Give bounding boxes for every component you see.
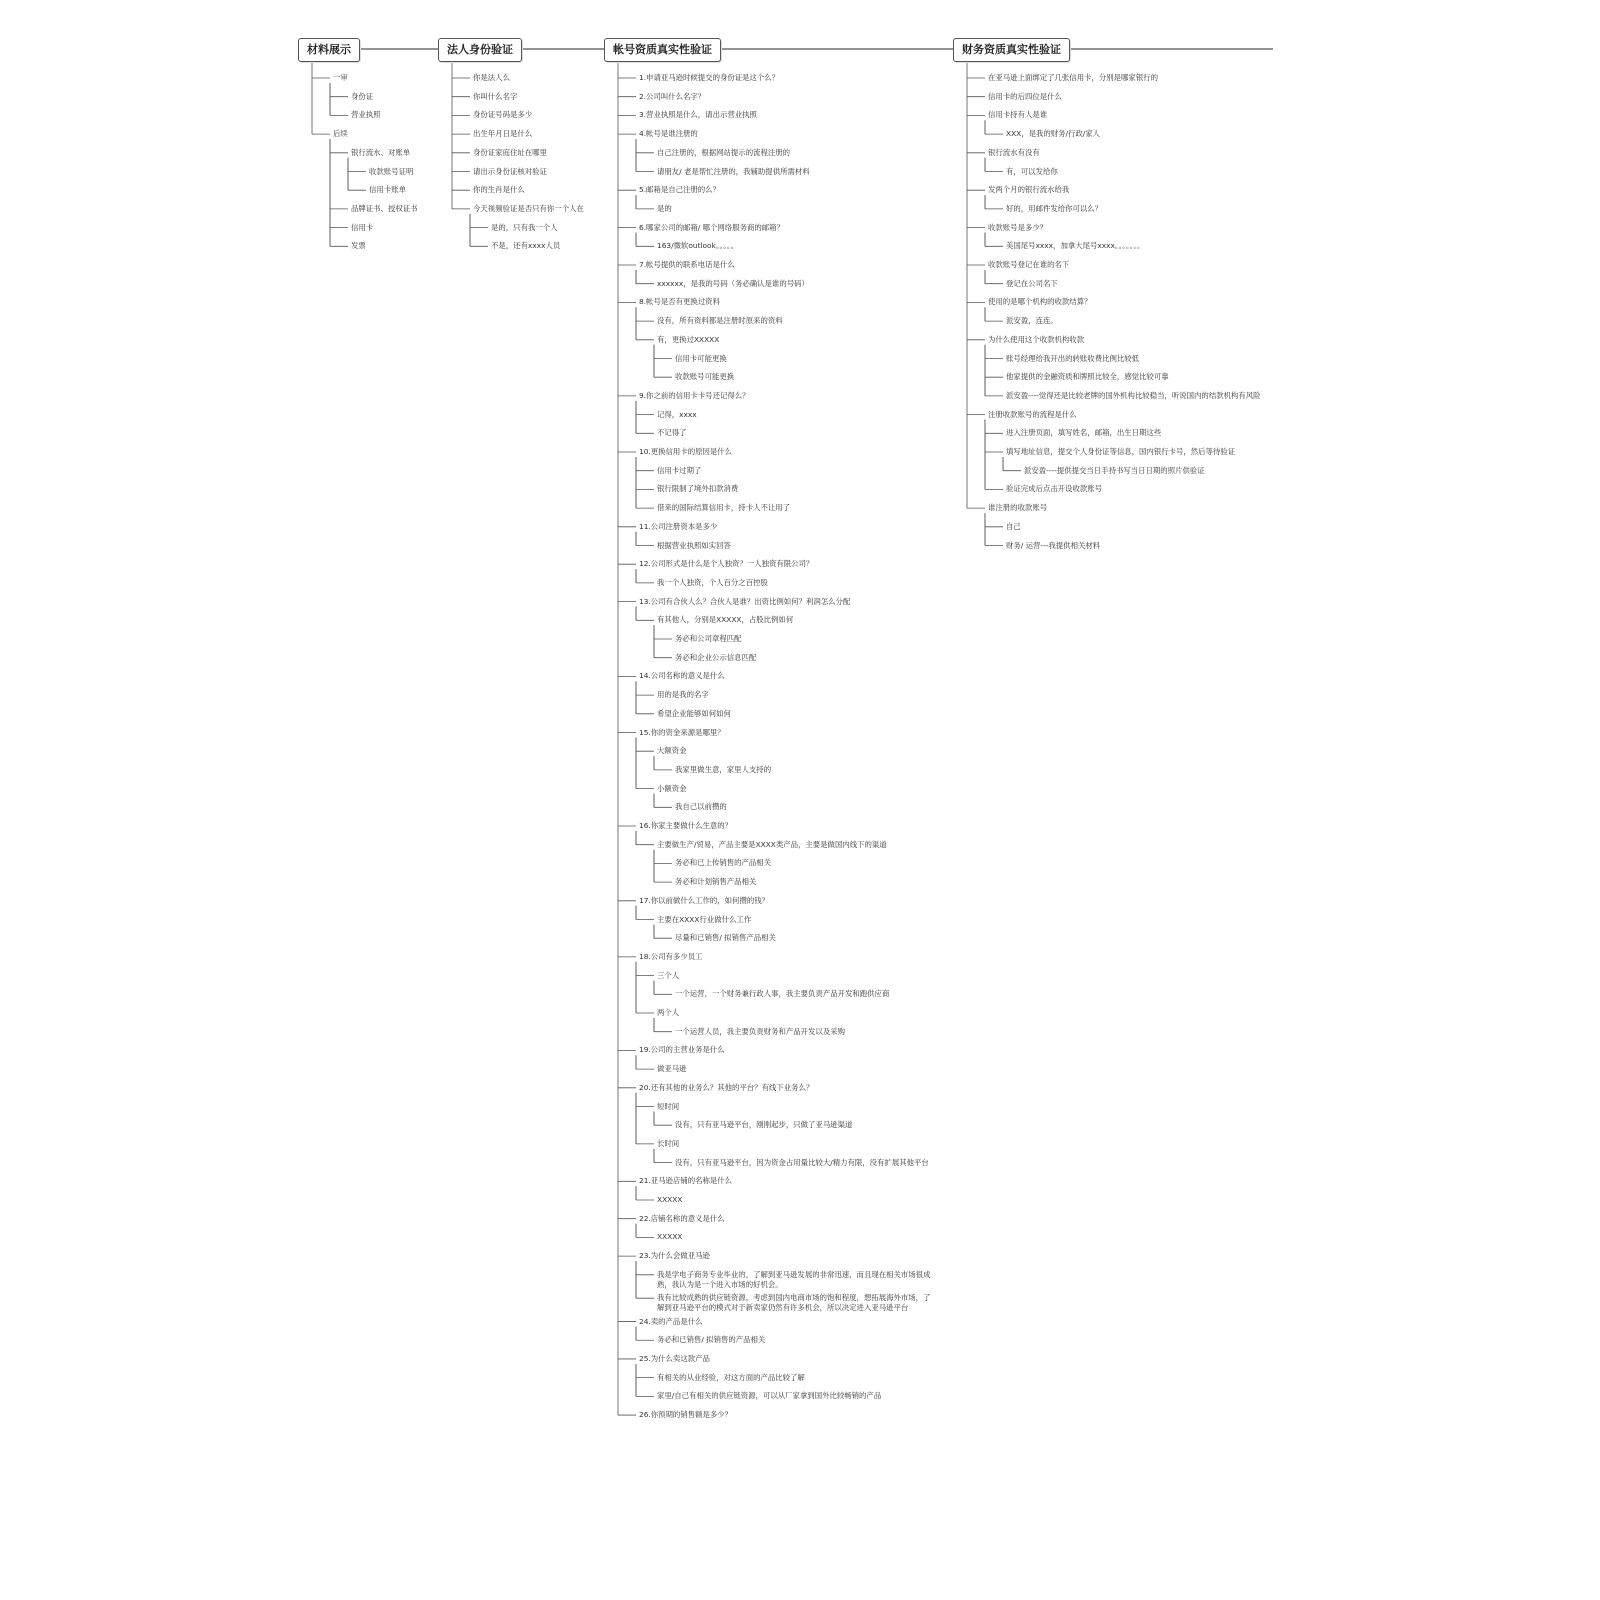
- topic-node[interactable]: 信用卡的后四位是什么: [988, 91, 1062, 101]
- topic-node[interactable]: 14.公司名称的意义是什么: [639, 671, 725, 681]
- topic-node[interactable]: 3.营业执照是什么，请出示营业执照: [639, 110, 757, 120]
- subtopic-node[interactable]: 我有比较成熟的供应链资源，考虑到国内电商市场的饱和程度，想拓展海外市场，了解到亚马逊平台的模式对于新卖家仍然有许多机会，所以决定进入亚马逊平台: [657, 1293, 931, 1313]
- subtopic-node[interactable]: 没有，所有资料都是注册时原来的资料: [657, 316, 783, 326]
- subtopic-node[interactable]: XXXXX: [657, 1195, 683, 1204]
- topic-node[interactable]: 谁注册的收款账号: [988, 503, 1048, 513]
- topic-node[interactable]: 身份证号码是多少: [473, 110, 533, 120]
- subtopic-node[interactable]: 不记得了: [657, 428, 687, 438]
- subtopic-node[interactable]: 我是学电子商务专业毕业的，了解到亚马逊发展的非常迅速，而且现在相关市场很成熟，我认为是一个进入市场的好机会。: [657, 1269, 931, 1289]
- topic-node[interactable]: 一审: [333, 73, 348, 82]
- subtopic-node[interactable]: 品牌证书、授权证书: [351, 203, 418, 213]
- subtopic-node[interactable]: 身份证: [351, 91, 374, 101]
- subtopic-node[interactable]: 是的，只有我一个人: [491, 222, 558, 232]
- topic-node[interactable]: 16.你家主要做什么生意的？: [639, 821, 733, 830]
- subtopic-node[interactable]: XXXXX: [657, 1232, 683, 1242]
- subtopic-node[interactable]: 长时间: [657, 1138, 680, 1148]
- subtopic-node[interactable]: 账号经理给我开出的转账收费比例比较低: [1006, 353, 1140, 363]
- subtopic-node[interactable]: 派安盈，连连。: [1006, 316, 1058, 326]
- topic-node[interactable]: 使用的是哪个机构的收款结算？: [988, 297, 1092, 307]
- subtopic-node[interactable]: 银行限制了境外扣款消费: [657, 484, 739, 494]
- topic-node[interactable]: 你是法人么: [473, 73, 510, 82]
- topic-node[interactable]: 1.申请亚马逊时候提交的身份证是这个么？: [639, 73, 780, 82]
- topic-node[interactable]: 26.你预期的销售额是多少？: [639, 1410, 733, 1420]
- subtopic-node[interactable]: 一个运营，一个财务兼行政人事，我主要负责产品开发和跑供应商: [675, 989, 890, 999]
- subtopic-node[interactable]: 派安盈----觉得还是比较老牌的国外机构比较稳当，听说国内的结款机构有风险: [1006, 390, 1261, 400]
- subtopic-node[interactable]: 登记在公司名下: [1006, 278, 1058, 288]
- subtopic-node[interactable]: 家里/自己有相关的供应链资源，可以从厂家拿到国外比较畅销的产品: [657, 1391, 882, 1401]
- topic-node[interactable]: 出生年月日是什么: [473, 129, 533, 139]
- topic-node[interactable]: 银行流水有没有: [988, 147, 1040, 157]
- subtopic-node[interactable]: 派安盈----提供提交当日手持书写当日日期的照片供验证: [1024, 465, 1205, 475]
- topic-node[interactable]: 4.帐号是谁注册的: [639, 129, 698, 139]
- subtopic-node[interactable]: 有相关的从业经验，对这方面的产品比较了解: [657, 1372, 805, 1382]
- topic-node[interactable]: 23.为什么会做亚马逊: [639, 1251, 710, 1261]
- subtopic-node[interactable]: 根据营业执照如实回答: [657, 540, 731, 550]
- subtopic-node[interactable]: 信用卡过期了: [657, 465, 702, 475]
- topic-node[interactable]: 2.公司叫什么名字？: [639, 91, 706, 101]
- root-topic[interactable]: 帐号资质真实性验证: [604, 38, 721, 62]
- subtopic-node[interactable]: 用的是我的名字: [657, 690, 709, 700]
- subtopic-node[interactable]: 信用卡: [351, 222, 374, 232]
- subtopic-node[interactable]: 验证完成后点击开设收款账号: [1006, 484, 1103, 494]
- subtopic-node[interactable]: 自己: [1006, 521, 1021, 531]
- topic-node[interactable]: 24.卖的产品是什么: [639, 1316, 703, 1326]
- root-topic[interactable]: 材料展示: [298, 38, 360, 62]
- subtopic-node[interactable]: 美国尾号xxxx，加拿大尾号xxxx。。。。。。。: [1006, 241, 1145, 251]
- subtopic-node[interactable]: 有，可以发给你: [1006, 166, 1058, 176]
- subtopic-node[interactable]: 记得，xxxx: [657, 409, 697, 419]
- subtopic-node[interactable]: 两个人: [657, 1008, 680, 1017]
- subtopic-node[interactable]: 发票: [351, 241, 366, 251]
- subtopic-node[interactable]: 有，更换过XXXXX: [657, 334, 720, 344]
- topic-node[interactable]: 注册收款账号的流程是什么: [988, 409, 1077, 419]
- subtopic-node[interactable]: 务必和已上传销售的产品相关: [675, 858, 772, 868]
- subtopic-node[interactable]: 尽量和已销售/ 拟销售产品相关: [675, 933, 776, 943]
- subtopic-node[interactable]: 有其他人，分别是XXXXX，占股比例如何: [657, 615, 794, 625]
- subtopic-node[interactable]: 信用卡账单: [369, 185, 406, 195]
- subtopic-node[interactable]: 一个运营人员，我主要负责财务和产品开发以及采购: [675, 1026, 845, 1036]
- topic-node[interactable]: 22.店铺名称的意义是什么: [639, 1213, 725, 1223]
- subtopic-node[interactable]: 务必和公司章程匹配: [675, 634, 742, 643]
- subtopic-node[interactable]: 财务/ 运营---我提供相关材料: [1006, 540, 1101, 550]
- subtopic-node[interactable]: 他家提供的金融资质和牌照比较全，感觉比较可靠: [1006, 372, 1169, 382]
- topic-node[interactable]: 你的生肖是什么: [473, 185, 525, 195]
- topic-node[interactable]: 11.公司注册资本是多少: [639, 521, 718, 531]
- subtopic-node[interactable]: 短时间: [657, 1101, 680, 1111]
- topic-node[interactable]: 13.公司有合伙人么？合伙人是谁？出资比例如何？利润怎么分配: [639, 596, 851, 606]
- subtopic-node[interactable]: 三个人: [657, 970, 680, 980]
- subtopic-node[interactable]: xxxxxx，是我的号码（务必确认是谁的号码）: [657, 278, 809, 288]
- subtopic-node[interactable]: 自己注册的，根据网站提示的流程注册的: [657, 147, 791, 157]
- topic-node[interactable]: 在亚马逊上面绑定了几张信用卡，分别是哪家银行的: [988, 73, 1158, 82]
- subtopic-node[interactable]: 我自己以前攒的: [675, 802, 727, 812]
- topic-node[interactable]: 25.为什么卖这款产品: [639, 1353, 710, 1363]
- topic-node[interactable]: 收款账号是多少？: [988, 222, 1048, 232]
- root-topic[interactable]: 法人身份验证: [438, 38, 522, 62]
- topic-node[interactable]: 18.公司有多少员工: [639, 951, 703, 961]
- subtopic-node[interactable]: 做亚马逊: [657, 1064, 687, 1074]
- subtopic-node[interactable]: 不是，还有xxxx人员: [491, 241, 561, 251]
- subtopic-node[interactable]: 填写地址信息，提交个人身份证等信息，国内银行卡号，然后等待验证: [1006, 447, 1236, 456]
- subtopic-node[interactable]: 我一个人独资，个人百分之百控股: [657, 577, 768, 587]
- root-topic[interactable]: 财务资质真实性验证: [953, 38, 1070, 62]
- subtopic-node[interactable]: 我家里做生意，家里人支持的: [675, 764, 772, 774]
- subtopic-node[interactable]: 没有，只有亚马逊平台，因为资金占用量比较大/精力有限，没有扩展其他平台: [675, 1157, 929, 1167]
- topic-node[interactable]: 为什么使用这个收款机构收款: [988, 334, 1085, 344]
- subtopic-node[interactable]: 进入注册页面，填写姓名，邮箱，出生日期这些: [1006, 428, 1162, 438]
- subtopic-node[interactable]: 务必和企业公示信息匹配: [675, 652, 757, 662]
- topic-node[interactable]: 7.帐号提供的联系电话是什么: [639, 260, 735, 269]
- subtopic-node[interactable]: 收款账号证明: [369, 166, 414, 176]
- topic-node[interactable]: 19.公司的主营业务是什么: [639, 1045, 725, 1055]
- subtopic-node[interactable]: XXX，是我的财务/行政/家人: [1006, 129, 1101, 139]
- subtopic-node[interactable]: 希望企业能够如何如何: [657, 708, 731, 718]
- topic-node[interactable]: 10.更换信用卡的原因是什么: [639, 447, 733, 456]
- topic-node[interactable]: 你叫什么名字: [473, 91, 518, 101]
- topic-node[interactable]: 今天视频验证是否只有你一个人在: [473, 203, 584, 213]
- subtopic-node[interactable]: 营业执照: [351, 110, 381, 120]
- topic-node[interactable]: 12.公司形式是什么是个人独资？一人独资有限公司？: [639, 559, 814, 569]
- subtopic-node[interactable]: 主要在XXXX行业做什么工作: [657, 914, 752, 924]
- subtopic-node[interactable]: 务必和计划销售产品相关: [675, 877, 757, 887]
- topic-node[interactable]: 15.你的资金来源是哪里？: [639, 727, 725, 737]
- subtopic-node[interactable]: 163/微软outlook。。。。。: [657, 241, 739, 251]
- topic-node[interactable]: 信用卡持有人是谁: [988, 110, 1048, 120]
- subtopic-node[interactable]: 是的: [657, 203, 672, 213]
- subtopic-node[interactable]: 好的，用邮件发给你可以么？: [1006, 203, 1103, 213]
- subtopic-node[interactable]: 大额资金: [657, 746, 687, 756]
- topic-node[interactable]: 17.你以前做什么工作的，如何攒的钱？: [639, 895, 770, 905]
- topic-node[interactable]: 8.帐号是否有更换过资料: [639, 297, 720, 307]
- subtopic-node[interactable]: 没有，只有亚马逊平台，刚刚起步，只做了亚马逊渠道: [675, 1120, 853, 1130]
- topic-node[interactable]: 后续: [333, 129, 348, 139]
- subtopic-node[interactable]: 信用卡可能更换: [675, 353, 727, 363]
- topic-node[interactable]: 20.还有其他的业务么？其他的平台？有线下业务么？: [639, 1082, 814, 1092]
- topic-node[interactable]: 21.亚马逊店铺的名称是什么: [639, 1176, 733, 1186]
- topic-node[interactable]: 9.你之前的信用卡卡号还记得么？: [639, 390, 750, 400]
- topic-node[interactable]: 5.邮箱是自己注册的么？: [639, 185, 720, 195]
- subtopic-node[interactable]: 主要做生产/贸易，产品主要是XXXX类产品，主要是做国内线下的渠道: [657, 839, 887, 849]
- topic-node[interactable]: 收款账号登记在谁的名下: [988, 260, 1070, 269]
- subtopic-node[interactable]: 请朋友/ 老是帮忙注册的，我辅助提供所需材料: [657, 166, 810, 176]
- subtopic-node[interactable]: 银行流水、对账单: [351, 147, 411, 157]
- subtopic-node[interactable]: 小额资金: [657, 783, 687, 793]
- subtopic-node[interactable]: 借来的国际结算信用卡，持卡人不让用了: [657, 503, 791, 513]
- topic-node[interactable]: 发两个月的银行流水给我: [988, 185, 1070, 195]
- subtopic-node[interactable]: 务必和已销售/ 拟销售的产品相关: [657, 1335, 766, 1345]
- topic-node[interactable]: 6.哪家公司的邮箱/ 哪个网络服务商的邮箱？: [639, 222, 784, 232]
- subtopic-node[interactable]: 收款账号可能更换: [675, 372, 735, 382]
- topic-node[interactable]: 请出示身份证核对验证: [473, 166, 547, 176]
- topic-node[interactable]: 身份证家庭住址在哪里: [473, 147, 547, 157]
